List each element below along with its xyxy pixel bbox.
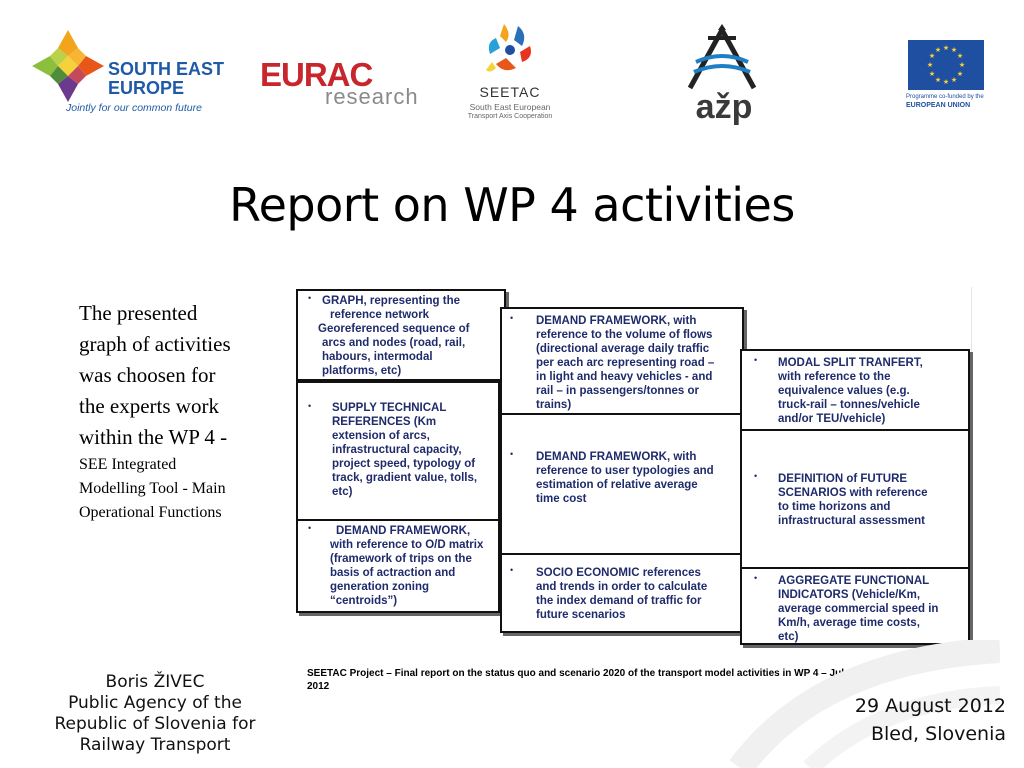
demand-od-box bbox=[296, 519, 500, 613]
box-line: to time horizons and bbox=[778, 501, 891, 513]
bullet-icon: • bbox=[510, 449, 514, 459]
intro-line: graph of activities bbox=[79, 332, 231, 356]
box-line: reference to user typologies and bbox=[536, 465, 714, 477]
bullet-icon: • bbox=[510, 313, 514, 323]
svg-text:★: ★ bbox=[950, 46, 958, 54]
event-info bbox=[746, 692, 1006, 748]
azp-railway-icon bbox=[682, 22, 762, 92]
box-line: estimation of relative average bbox=[536, 479, 698, 491]
eurac-research-logo bbox=[258, 58, 433, 110]
bullet-icon: • bbox=[754, 573, 758, 583]
box-line: “centroids”) bbox=[330, 595, 398, 607]
svg-text:★: ★ bbox=[956, 70, 964, 78]
intro-line: within the WP 4 - bbox=[79, 425, 228, 449]
box-line: the index demand of traffic for bbox=[536, 595, 702, 607]
presenter-block bbox=[20, 672, 290, 756]
supply-references-box bbox=[296, 381, 500, 521]
box-line: DEMAND FRAMEWORK, bbox=[336, 525, 471, 537]
presenter-name: Boris ŽIVEC bbox=[105, 672, 205, 692]
presenter-org-line: Railway Transport bbox=[79, 735, 231, 755]
socio-economic-box bbox=[500, 553, 744, 633]
eu-name-text: EUROPEAN UNION bbox=[906, 102, 971, 109]
box-line: and trends in order to calculate bbox=[536, 581, 708, 593]
south-east-europe-tagline: Jointly for our common future bbox=[66, 102, 202, 114]
azp-wordmark: ažp bbox=[695, 88, 753, 126]
intro-line: Modelling Tool - Main bbox=[79, 480, 226, 497]
intro-line: was choosen for bbox=[79, 363, 216, 387]
box-line: Km/h, average time costs, bbox=[778, 617, 920, 629]
box-line: in light and heavy vehicles - and bbox=[536, 371, 713, 383]
svg-text:★: ★ bbox=[942, 44, 950, 52]
box-line: platforms, etc) bbox=[322, 365, 402, 377]
south-east-europe-wordmark: SOUTH EAST EUROPE bbox=[108, 59, 225, 98]
seetac-subtitle: South East European bbox=[469, 102, 551, 112]
seetac-emblem-icon bbox=[482, 20, 538, 78]
box-line: future scenarios bbox=[536, 609, 626, 621]
slide-title: Report on WP 4 activities bbox=[229, 178, 795, 232]
event-place: Bled, Slovenia bbox=[870, 723, 1006, 745]
svg-text:★: ★ bbox=[942, 78, 950, 86]
box-line: SCENARIOS with reference bbox=[778, 487, 928, 499]
aggregate-indicators-box bbox=[740, 567, 970, 645]
seetac-wordmark: SEETAC bbox=[479, 84, 541, 100]
caption-line: SEETAC Project – Final report on the status quo and scenario 2020 of the transport model activities in WP 4 – July bbox=[307, 668, 850, 679]
bullet-icon: • bbox=[510, 565, 514, 575]
demand-flows-box bbox=[500, 307, 744, 415]
box-line: (framework of trips on the bbox=[330, 553, 472, 565]
box-line: REFERENCES (Km bbox=[332, 416, 437, 428]
caption-line: 2012 bbox=[307, 681, 330, 692]
box-line: reference to the volume of flows bbox=[536, 329, 713, 341]
modal-split-box bbox=[740, 349, 970, 431]
box-line: with reference to O/D matrix bbox=[330, 539, 484, 551]
box-line: average commercial speed in bbox=[778, 603, 939, 615]
bullet-icon: • bbox=[754, 471, 758, 481]
eurac-wordmark: EURAC bbox=[260, 56, 373, 93]
south-east-europe-logo bbox=[30, 28, 245, 118]
presenter-org-line: Public Agency of the bbox=[68, 693, 242, 713]
intro-line: SEE Integrated bbox=[79, 456, 177, 473]
eu-logo bbox=[906, 40, 986, 114]
bullet-icon: • bbox=[754, 355, 758, 365]
box-line: infrastructural assessment bbox=[778, 515, 926, 527]
box-line: DEFINITION of FUTURE bbox=[778, 473, 908, 485]
svg-text:★: ★ bbox=[934, 76, 942, 84]
activities-diagram bbox=[296, 287, 972, 647]
svg-text:★: ★ bbox=[928, 70, 936, 78]
south-east-europe-star-icon bbox=[30, 28, 106, 104]
box-line: infrastructural capacity, bbox=[332, 444, 462, 456]
box-line: (directional average daily traffic bbox=[536, 343, 710, 355]
box-line: etc) bbox=[778, 631, 799, 643]
svg-text:★: ★ bbox=[934, 46, 942, 54]
event-date: 29 August 2012 bbox=[854, 695, 1006, 717]
bullet-icon: • bbox=[308, 523, 312, 533]
bullet-icon: • bbox=[308, 293, 312, 303]
graph-box bbox=[296, 289, 506, 381]
azp-logo bbox=[678, 22, 768, 132]
intro-text bbox=[79, 298, 274, 525]
box-line: Georeferenced sequence of bbox=[318, 323, 470, 335]
svg-text:★: ★ bbox=[950, 76, 958, 84]
seetac-subtitle-2: Transport Axis Cooperation bbox=[467, 113, 553, 120]
box-line: SUPPLY TECHNICAL bbox=[332, 402, 447, 414]
bullet-icon: • bbox=[308, 401, 312, 411]
intro-line: Operational Functions bbox=[79, 504, 222, 521]
box-line: time cost bbox=[536, 493, 587, 505]
box-line: DEMAND FRAMEWORK, with bbox=[536, 451, 697, 463]
future-scenarios-box bbox=[740, 429, 970, 569]
box-line: SOCIO ECONOMIC references bbox=[536, 567, 701, 579]
box-line: INDICATORS (Vehicle/Km, bbox=[778, 589, 921, 601]
box-line: AGGREGATE FUNCTIONAL bbox=[778, 575, 930, 587]
box-line: project speed, typology of bbox=[332, 458, 476, 470]
box-line: trains) bbox=[536, 399, 572, 411]
box-line: generation zoning bbox=[330, 581, 430, 593]
svg-text:★: ★ bbox=[928, 52, 936, 60]
intro-line: The presented bbox=[79, 301, 198, 325]
box-line: DEMAND FRAMEWORK, with bbox=[536, 315, 697, 327]
box-line: MODAL SPLIT TRANFERT, bbox=[778, 357, 923, 369]
box-line: track, gradient value, tolls, bbox=[332, 472, 478, 484]
box-line: extension of arcs, bbox=[332, 430, 430, 442]
box-line: with reference to the bbox=[778, 371, 891, 383]
box-line: GRAPH, representing the bbox=[322, 295, 461, 307]
box-line: and/or TEU/vehicle) bbox=[778, 413, 886, 425]
eurac-research-wordmark: research bbox=[325, 84, 419, 109]
eu-flag-icon bbox=[908, 40, 984, 90]
box-line: rail – in passengers/tonnes or bbox=[536, 385, 699, 397]
presenter-org-line: Republic of Slovenia for bbox=[54, 714, 256, 734]
eu-cofunded-text: Programme co-funded by the bbox=[906, 94, 984, 100]
seetac-logo bbox=[462, 20, 562, 128]
box-line: per each arc representing road – bbox=[536, 357, 715, 369]
demand-user-typologies-box bbox=[500, 413, 744, 555]
box-line: arcs and nodes (road, rail, bbox=[322, 337, 466, 349]
svg-text:★: ★ bbox=[926, 61, 934, 69]
svg-text:★: ★ bbox=[958, 61, 966, 69]
box-line: equivalence values (e.g. bbox=[778, 385, 910, 397]
svg-text:★: ★ bbox=[956, 52, 964, 60]
box-line: truck-rail – tonnes/vehicle bbox=[778, 399, 920, 411]
intro-line: the experts work bbox=[79, 394, 219, 418]
box-line: etc) bbox=[332, 486, 353, 498]
box-line: basis of actraction and bbox=[330, 567, 456, 579]
box-line: reference network bbox=[330, 309, 430, 321]
box-line: habours, intermodal bbox=[322, 351, 433, 363]
